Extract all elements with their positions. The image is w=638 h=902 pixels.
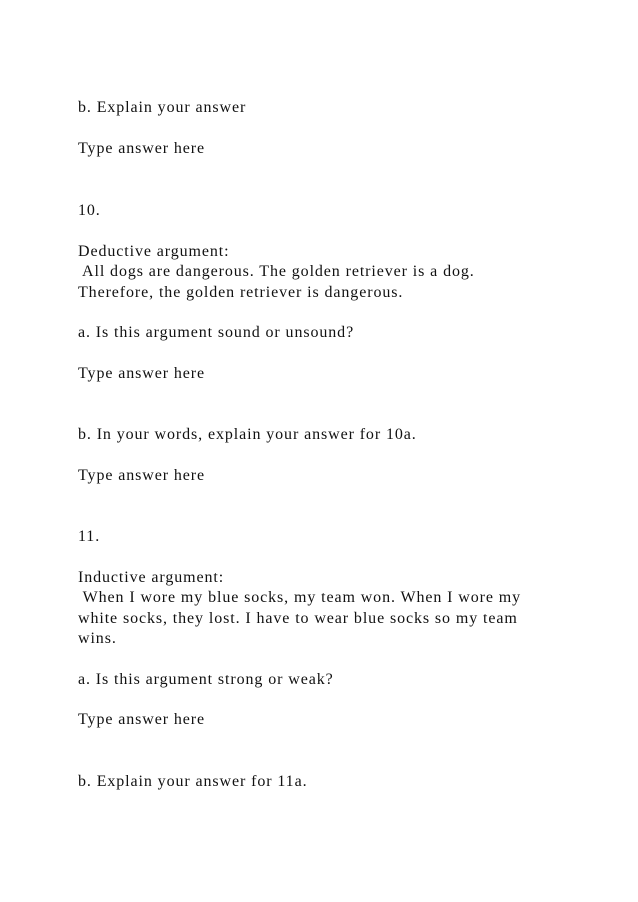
question-11a-answer-field[interactable]: Type answer here: [78, 711, 206, 728]
question-10b-answer-field[interactable]: Type answer here: [78, 467, 206, 484]
question-11b-question: b. Explain your answer for 11a.: [78, 773, 308, 790]
question-9b-answer-field[interactable]: Type answer here: [78, 140, 206, 157]
question-10b-question: b. In your words, explain your answer for 10a.: [78, 426, 417, 443]
question-10a-question: a. Is this argument sound or unsound?: [78, 324, 355, 341]
question-11-argument-line-1: When I wore my blue socks, my team won. When I wore my: [78, 589, 522, 606]
question-11a-question: a. Is this argument strong or weak?: [78, 671, 334, 688]
question-9b-label: b. Explain your answer: [78, 99, 247, 116]
question-10-argument-line-1: All dogs are dangerous. The golden retriever is a dog.: [78, 263, 475, 280]
question-11-argument-line-2: white socks, they lost. I have to wear blue socks so my team: [78, 610, 518, 627]
question-10-argument-line-2: Therefore, the golden retriever is dangerous.: [78, 284, 404, 301]
question-11-number: 11.: [78, 528, 101, 545]
question-10-number: 10.: [78, 202, 101, 219]
question-10-heading: Deductive argument:: [78, 243, 230, 260]
question-11-heading: Inductive argument:: [78, 569, 225, 586]
question-11-argument-line-3: wins.: [78, 630, 117, 647]
question-10a-answer-field[interactable]: Type answer here: [78, 365, 206, 382]
